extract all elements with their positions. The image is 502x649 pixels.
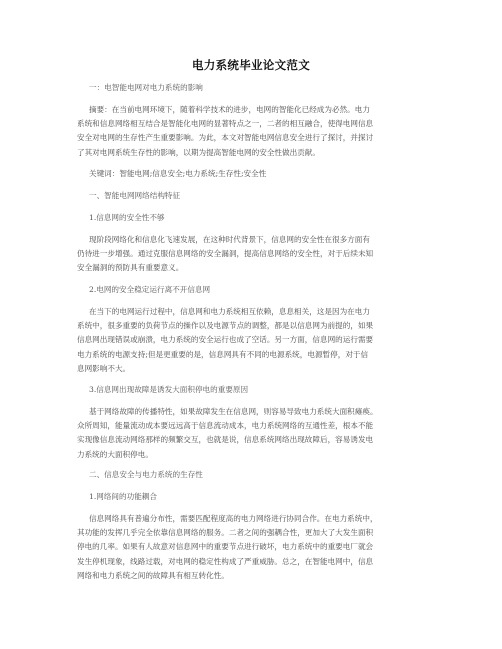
paragraph-line: 电力系统的电源支持;但是更重要的是，信息网具有不同的电源系统，电源暂停，对于信 xyxy=(77,349,369,359)
subheading-functional-coupling xyxy=(77,490,429,504)
abstract-line: 了其对电网系统生存性的影响，以期为提高智能电网的安全性做出贡献。 xyxy=(77,147,320,157)
document-title: 电力系统毕业论文范文 xyxy=(192,58,310,72)
paragraph-line: 实现像信息流动网络那样的频繁交互，也就是说，信息系统网络出现故障后，容易诱发电 xyxy=(77,435,374,445)
subheading-line: 1.信息网的安全性不够 xyxy=(89,213,165,222)
paragraph-line: 安全漏洞的预防具有重要意义。 xyxy=(77,263,184,273)
subheading-blackout-cause xyxy=(77,383,429,397)
subheading-grid-depends-info xyxy=(77,283,429,297)
paragraph-line: 基于网络故障的传播特性，如果故障发生在信息网，则容易导致电力系统大面积瘫痪。 xyxy=(89,407,378,416)
paragraph-line: 众所周知，能量流动成本要远远高于信息流动成本，电力系统网络的互通性差，根本不能 xyxy=(77,421,374,431)
paragraph-blackout-cause xyxy=(77,405,429,462)
keywords-text: 关键词：智能电网;信息安全;电力系统;生存性;安全性 xyxy=(89,169,267,178)
paragraph-line: 在当下的电网运行过程中，信息网和电力系统相互依赖，息息相关，这是因为在电力 xyxy=(89,307,370,316)
section-heading-survivability xyxy=(77,468,429,482)
heading-line: 一、智能电网网络结构特征 xyxy=(89,191,181,200)
paragraph-grid-depends-info xyxy=(77,305,429,376)
keywords-line xyxy=(77,167,429,181)
abstract-line: 系统和信息网络相互结合是智能化电网的显著特点之一，二者的相互融合，使得电网信息 xyxy=(77,119,374,129)
subheading-info-security xyxy=(77,211,429,225)
paragraph-line: 信息网络具有普遍分布性，需要匹配程度高的电力网络进行协同合作。在电力系统中， xyxy=(89,514,378,523)
paragraph-line: 发生停机现象，线路过载，对电网的稳定性构成了严重威胁。总之，在智能电网中，信息 xyxy=(77,556,374,566)
paragraph-functional-coupling xyxy=(77,512,429,583)
paragraph-line: 停电的几率。如果有人故意对信息网中的重要节点进行破坏，电力系统中的重要电厂就会 xyxy=(77,542,374,552)
paragraph-line: 力系统的大面积停电。 xyxy=(77,449,153,459)
paragraph-line: 现阶段网络化和信息化飞速发展，在这种时代背景下，信息网的安全性在很多方面有 xyxy=(89,235,370,244)
paragraph-line: 系统中，很多重要的负荷节点的操作以及电源节点的调整，都是以信息网为前提的，如果 xyxy=(77,321,374,331)
subheading-line: 3.信息网出现故障是诱发大面积停电的重要原因 xyxy=(89,385,249,394)
section-heading-impact xyxy=(77,81,429,95)
paragraph-line: 其功能的发挥几乎完全依靠信息网络的服务。二者之间的强耦合性，更加大了大发生面积 xyxy=(77,528,374,538)
paragraph-line: 息网影响不大。 xyxy=(77,363,131,373)
heading-line: 一：电智能电网对电力系统的影响 xyxy=(89,83,203,92)
heading-line: 二、信息安全与电力系统的生存性 xyxy=(89,470,203,479)
paragraph-info-security xyxy=(77,233,429,276)
abstract-line: 安全对电网的生存性产生重要影响。为此，本文对智能电网信息安全进行了探讨，并探讨 xyxy=(77,133,374,143)
paragraph-line: 网络和电力系统之间的故障具有相互转化性。 xyxy=(77,570,229,580)
section-heading-network-structure xyxy=(77,189,429,203)
subheading-line: 1.网络间的功能耦合 xyxy=(89,492,157,501)
abstract-line: 摘要：在当前电网环境下，随着科学技术的进步，电网的智能化已经成为必然。电力 xyxy=(89,105,370,114)
paragraph-line: 仍待进一步增强。通过克服信息网络的安全漏洞，提高信息网络的安全性，对于后续未知 xyxy=(77,249,374,259)
subheading-line: 2.电网的安全稳定运行离不开信息网 xyxy=(89,285,211,294)
paragraph-line: 信息网出现错误或崩溃，电力系统的安全运行也成了空话。另一方面，信息网的运行需要 xyxy=(77,335,374,345)
abstract-paragraph xyxy=(77,103,429,160)
